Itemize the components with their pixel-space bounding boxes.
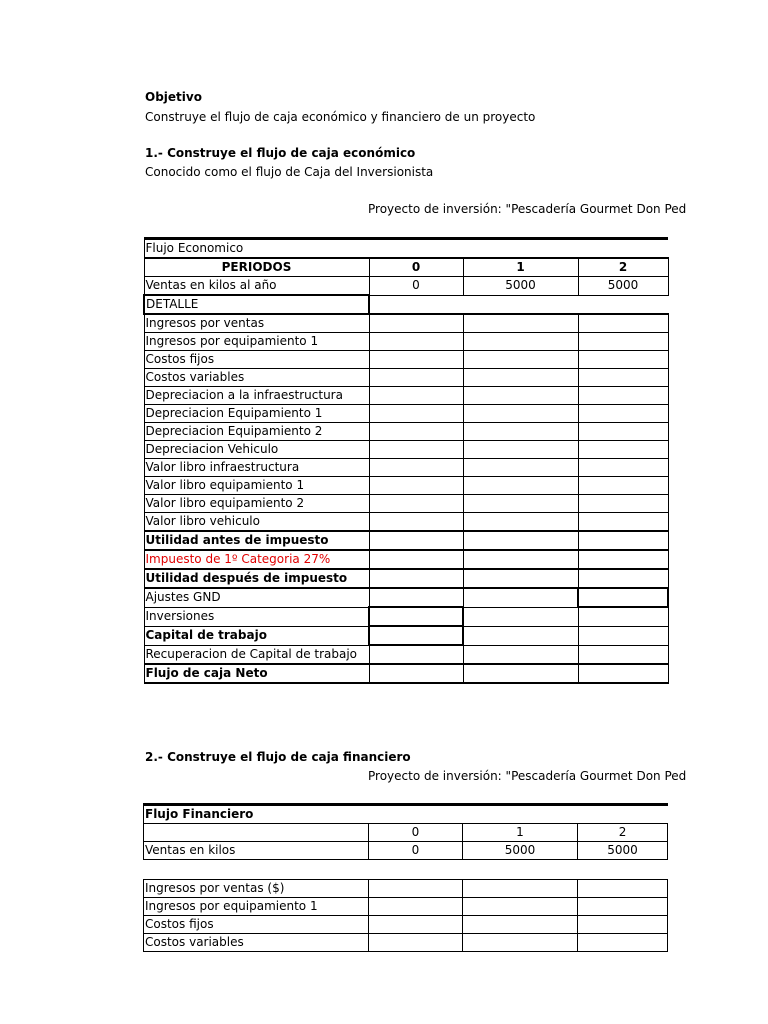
cell [463,645,578,664]
cell [578,387,668,405]
cell [578,405,668,423]
cell [578,898,668,916]
section1-heading: 1.- Construye el flujo de caja económico [145,146,416,160]
row-label: Costos fijos [144,916,369,934]
sales-p2: 5000 [578,277,668,296]
cell [369,588,463,607]
table-row [144,369,668,387]
cell [463,626,578,645]
table-row [144,459,668,477]
row-label: Ingresos por equipamiento 1 [144,898,369,916]
cell [369,351,463,369]
cell [463,477,578,495]
period-0: 0 [369,824,463,842]
sales-p0: 0 [369,842,463,860]
detail-cell [369,295,668,314]
row-label: Costos variables [144,369,369,387]
row-label: Ingresos por equipamiento 1 [144,333,369,351]
row-label: Depreciacion Vehiculo [144,441,369,459]
sales-p1: 5000 [463,842,578,860]
cell [578,495,668,513]
table-row [144,934,668,952]
sales-p1: 5000 [463,277,578,296]
table-row [144,588,668,607]
cell [369,423,463,441]
cell [369,626,463,645]
cell [578,588,668,607]
cell [578,569,668,588]
cell [463,607,578,626]
periods-label: PERIODOS [144,258,369,277]
row-label: Costos fijos [144,351,369,369]
table-row [144,569,668,588]
table-row [144,664,668,683]
table-row [144,626,668,645]
financial-detail-table [143,879,668,952]
cell [369,477,463,495]
cell [578,934,668,952]
cell [369,550,463,569]
table-row [144,513,668,532]
row-label: Ajustes GND [144,588,369,607]
cell [463,513,578,532]
cell [463,664,578,683]
cell [578,441,668,459]
cell [578,369,668,387]
cell [578,645,668,664]
economic-flow-table [143,237,669,684]
periods-header-row [144,824,668,842]
cell [369,333,463,351]
cell [463,531,578,550]
cell [369,645,463,664]
cell [369,495,463,513]
cell [369,405,463,423]
sales-row [144,277,668,296]
table-row [144,314,668,333]
cell [578,314,668,333]
period-2: 2 [578,824,668,842]
section1-project: Proyecto de inversión: "Pescadería Gourmet Don Ped [368,202,687,216]
row-label: Valor libro infraestructura [144,459,369,477]
periods-label [144,824,369,842]
sales-label: Ventas en kilos [144,842,369,860]
cell [463,550,578,569]
table-row [144,405,668,423]
row-label: Utilidad antes de impuesto [144,531,369,550]
cell [463,314,578,333]
cell [369,664,463,683]
row-label: Ingresos por ventas ($) [144,880,369,898]
cell [578,607,668,626]
cell [369,387,463,405]
row-label: Costos variables [144,934,369,952]
sales-row [144,842,668,860]
cell [369,513,463,532]
cell [578,626,668,645]
table-title-row [144,805,668,824]
row-label: Ingresos por ventas [144,314,369,333]
cell [578,531,668,550]
cell [463,423,578,441]
table-row [144,333,668,351]
cell [463,459,578,477]
row-label: Valor libro equipamiento 2 [144,495,369,513]
detail-row [144,295,668,314]
table-row [144,495,668,513]
table-row [144,550,668,569]
cell [578,459,668,477]
cell [578,916,668,934]
table-row [144,916,668,934]
cell [578,513,668,532]
cell [463,333,578,351]
cell [369,880,463,898]
objective-text: Construye el flujo de caja económico y financiero de un proyecto [145,110,536,124]
row-label: Depreciacion a la infraestructura [144,387,369,405]
cell [369,441,463,459]
cell [463,934,578,952]
table-row [144,441,668,459]
table-row [144,531,668,550]
financial-flow-table [143,803,668,860]
cell [578,351,668,369]
table-row [144,898,668,916]
cell [463,441,578,459]
cell [578,333,668,351]
cell [369,916,463,934]
cell [369,569,463,588]
cell [463,569,578,588]
cell [369,314,463,333]
period-2: 2 [578,258,668,277]
period-1: 1 [463,824,578,842]
section2-project: Proyecto de inversión: "Pescadería Gourmet Don Ped [368,769,687,783]
row-label: Depreciacion Equipamiento 1 [144,405,369,423]
cell [578,423,668,441]
table-row [144,607,668,626]
cell [369,607,463,626]
cell [463,588,578,607]
row-label: Recuperacion de Capital de trabajo [144,645,369,664]
cell [463,880,578,898]
cell [369,531,463,550]
table-row [144,880,668,898]
table-row [144,645,668,664]
cell [578,550,668,569]
periods-header-row [144,258,668,277]
row-label: Valor libro vehiculo [144,513,369,532]
cell [369,898,463,916]
row-label: Capital de trabajo [144,626,369,645]
sales-p2: 5000 [578,842,668,860]
objective-heading: Objetivo [145,90,202,104]
row-label: Depreciacion Equipamiento 2 [144,423,369,441]
financial-table-title: Flujo Financiero [144,805,668,824]
row-label: Inversiones [144,607,369,626]
row-label: Valor libro equipamiento 1 [144,477,369,495]
table-title-row [144,239,668,259]
cell [463,351,578,369]
cell [578,477,668,495]
cell [369,934,463,952]
table-row [144,351,668,369]
economic-table-title: Flujo Economico [144,239,668,259]
cell [463,898,578,916]
row-label: Impuesto de 1º Categoria 27% [144,550,369,569]
table-row [144,477,668,495]
cell [463,405,578,423]
cell [578,664,668,683]
cell [369,369,463,387]
section1-subtitle: Conocido como el flujo de Caja del Inversionista [145,165,434,179]
period-0: 0 [369,258,463,277]
cell [369,459,463,477]
cell [578,880,668,898]
cell [463,387,578,405]
sales-p0: 0 [369,277,463,296]
cell [463,495,578,513]
cell [463,369,578,387]
section2-heading: 2.- Construye el flujo de caja financiero [145,750,411,764]
sales-label: Ventas en kilos al año [144,277,369,296]
table-row [144,423,668,441]
row-label: Flujo de caja Neto [144,664,369,683]
detail-label: DETALLE [144,295,369,314]
row-label: Utilidad después de impuesto [144,569,369,588]
period-1: 1 [463,258,578,277]
cell [463,916,578,934]
table-row [144,387,668,405]
